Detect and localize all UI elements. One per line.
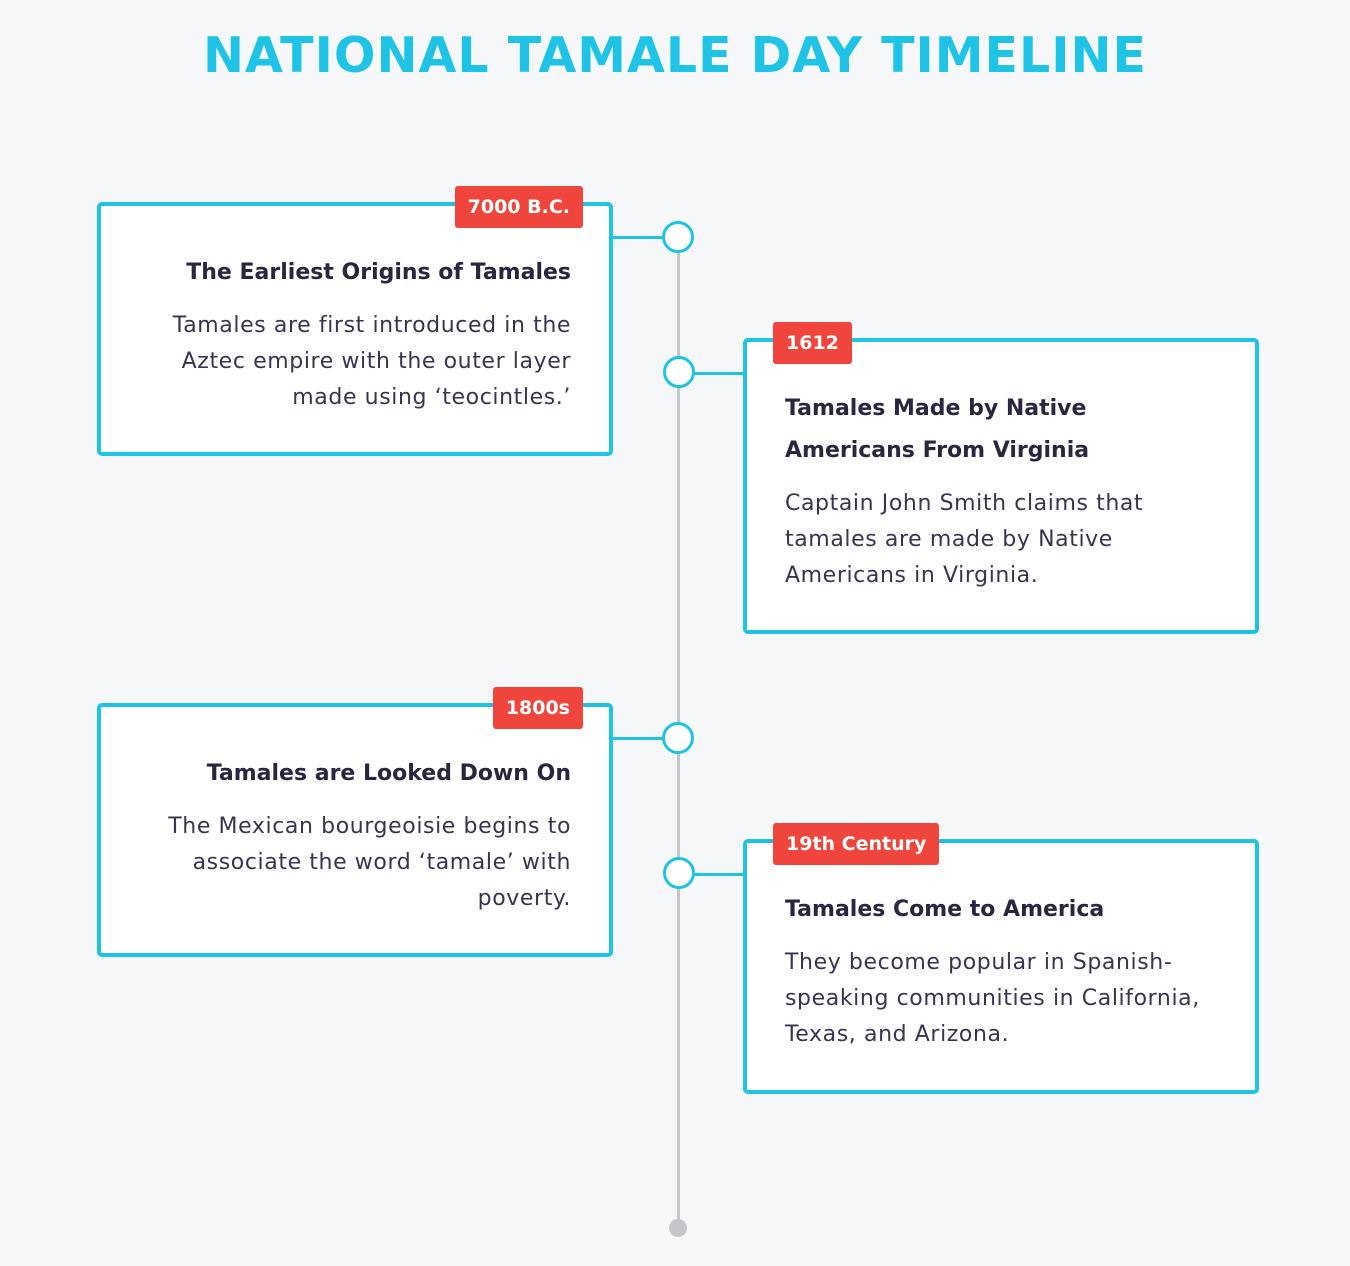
timeline-connector [610,737,664,740]
timeline-node [662,221,694,253]
timeline-card [743,332,1259,634]
event-heading: Tamales are Looked Down On [206,761,571,786]
date-badge: 1800s [493,687,583,729]
event-heading: Tamales Come to America [785,897,1105,922]
timeline-connector [692,873,746,876]
page-title: NATIONAL TAMALE DAY TIMELINE [203,27,1147,84]
timeline-connector [692,372,746,375]
timeline-node [663,356,695,388]
timeline-node [663,857,695,889]
date-badge: 19th Century [773,823,939,865]
timeline-connector [610,236,664,239]
date-badge: 1612 [773,322,852,364]
timeline-node [662,722,694,754]
event-description: Tamales are first introduced in the Aztec empire with the outer layer made using ‘teocintles.’ [172,313,571,410]
event-heading: The Earliest Origins of Tamales [186,260,571,285]
event-description: The Mexican bourgeoisie begins to associate the word ‘tamale’ with poverty. [168,814,571,911]
event-heading: Tamales Made by Native Americans From Virginia [785,396,1090,463]
timeline-card [743,833,1259,1094]
date-badge: 7000 B.C. [455,186,583,228]
event-description: They become popular in Spanish-speaking communities in California, Texas, and Arizona. [785,950,1200,1047]
timeline-card [97,697,613,957]
event-description: Captain John Smith claims that tamales are made by Native Americans in Virginia. [785,491,1144,588]
timeline-card [97,196,613,456]
timeline-axis-end-dot [669,1219,687,1237]
